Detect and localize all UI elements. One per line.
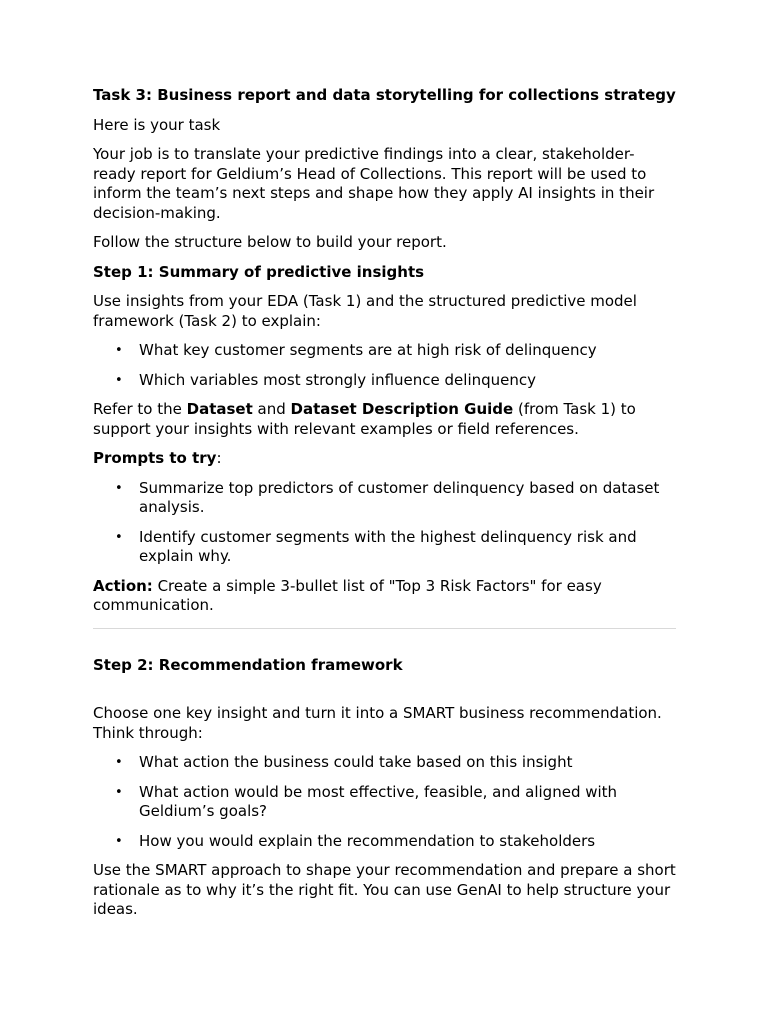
refer-prefix: Refer to the [93, 400, 187, 418]
bullet-icon: • [115, 833, 123, 849]
dataset-guide-name: Dataset Description Guide [290, 400, 514, 418]
prompts-colon: : [216, 449, 222, 467]
prompts-heading [93, 449, 676, 469]
list-item [93, 783, 676, 822]
bullet-icon: • [115, 784, 123, 800]
bullet-icon: • [115, 343, 123, 358]
list-item [93, 371, 676, 391]
document-page [93, 86, 676, 930]
list-item-text: How you would explain the recommendation to stakeholders [139, 831, 596, 850]
list-item [93, 341, 676, 361]
list-item-text: What action the business could take based on this insight [139, 753, 573, 771]
action-text: Create a simple 3-bullet list of "Top 3 Risk Factors" for easy communication. [93, 576, 602, 614]
list-item [93, 832, 676, 852]
list-item-text: Which variables most strongly influence delinquency [139, 370, 537, 389]
prompts-bullet-list [93, 479, 676, 567]
list-item [93, 479, 676, 518]
prompts-label: Prompts to try [93, 449, 217, 467]
task-title: Task 3: Business report and data storytelling for collections strategy [93, 86, 676, 104]
list-item [93, 528, 676, 567]
step2-bullet-list [93, 753, 676, 851]
bullet-icon: • [115, 529, 123, 545]
bullet-icon: • [115, 755, 123, 770]
section-divider [93, 628, 676, 629]
bullet-icon: • [115, 372, 123, 388]
step1-bullet-list [93, 341, 676, 390]
list-item-text: Summarize top predictors of customer delinquency based on dataset analysis. [139, 478, 660, 516]
list-item-text: What action would be most effective, feasible, and aligned with Geldium’s goals? [139, 782, 618, 820]
bullet-icon: • [115, 480, 123, 496]
task-intro: Here is your task [93, 115, 221, 134]
step2-intro: Choose one key insight and turn it into a SMART business recommendation. Think through: [93, 704, 662, 742]
step1-intro: Use insights from your EDA (Task 1) and the structured predictive model framework (Task 2) to explain: [93, 292, 637, 330]
step2-title: Step 2: Recommendation framework [93, 655, 403, 674]
refer-suffix: (from Task 1) to support your insights with relevant examples or field references. [93, 400, 636, 438]
action-label: Action: [93, 576, 153, 595]
list-item-text: What key customer segments are at high risk of delinquency [139, 341, 597, 359]
refer-and: and [252, 400, 291, 418]
step1-title: Step 1: Summary of predictive insights [93, 262, 425, 281]
step2-closing: Use the SMART approach to shape your recommendation and prepare a short rationale as to why it’s the right fit. You can use GenAI to help structure your ideas. [93, 861, 676, 918]
list-item [93, 753, 676, 773]
step1-refer-paragraph [93, 400, 676, 439]
task-follow-paragraph: Follow the structure below to build your report. [93, 233, 447, 251]
action-paragraph [93, 577, 676, 616]
list-item-text: Identify customer segments with the highest delinquency risk and explain why. [139, 527, 637, 565]
task-job-paragraph: Your job is to translate your predictive findings into a clear, stakeholder-ready report for Geldium’s Head of Collections. This report will be used to inform the team’s next steps and shape how they apply AI insights in their decision-making. [93, 145, 655, 222]
dataset-name: Dataset [186, 400, 253, 418]
